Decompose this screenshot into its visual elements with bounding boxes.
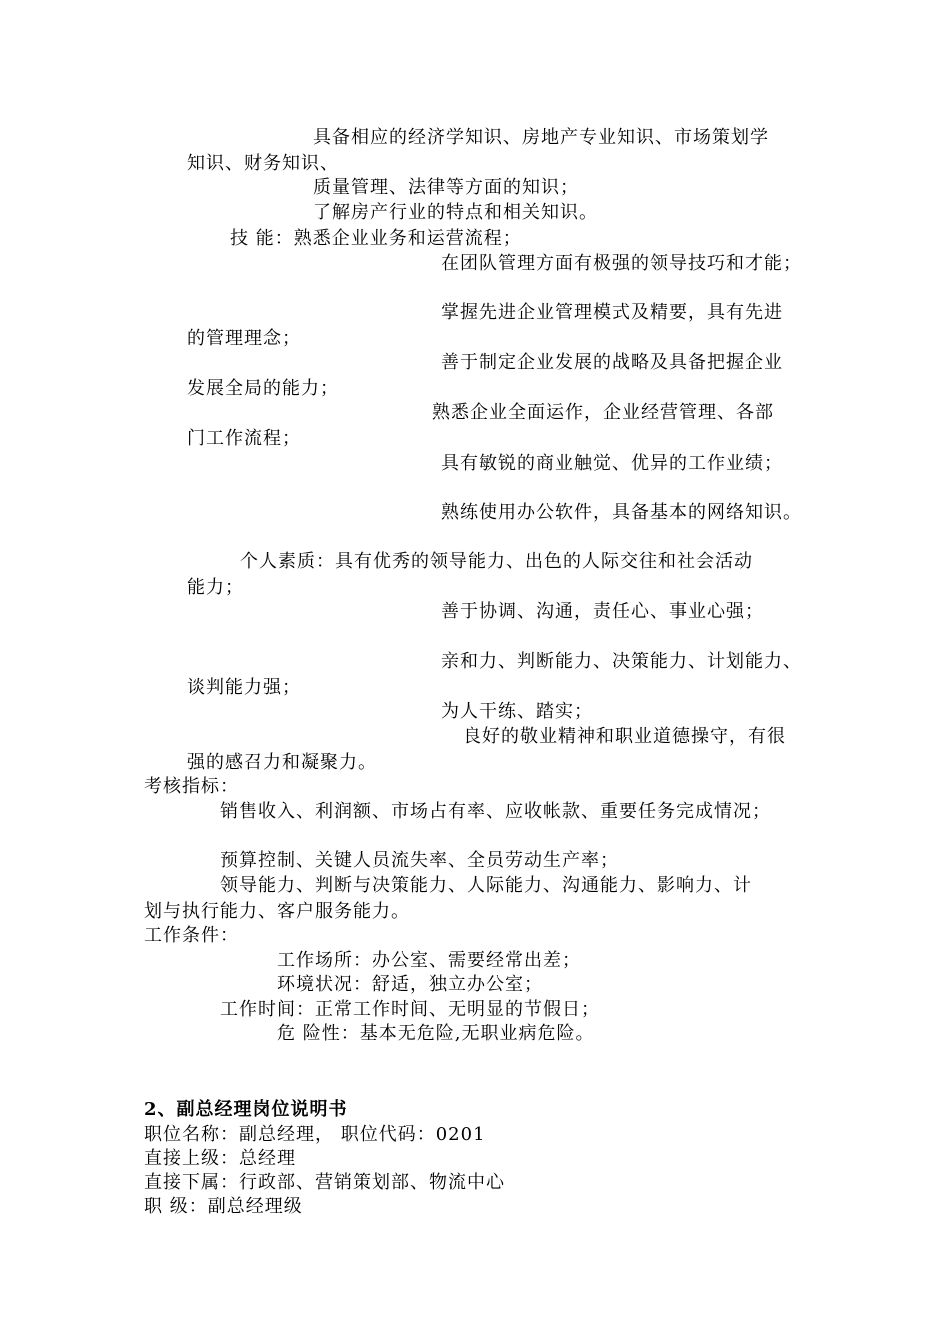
- section-2-heading: 2、副总经理岗位说明书: [144, 1099, 348, 1120]
- skills-item-2a: 掌握先进企业管理模式及精要，具有先进: [441, 302, 783, 323]
- skills-item-5: 具有敏锐的商业触觉、优异的工作业绩；: [441, 453, 783, 474]
- assessment-title: 考核指标：: [144, 776, 239, 797]
- knowledge-line-1: 具备相应的经济学知识、房地产专业知识、市场策划学: [313, 127, 769, 148]
- section-2-superior: 直接上级：总经理: [144, 1148, 296, 1169]
- personal-item-4a: 良好的敬业精神和职业道德操守，有很: [463, 726, 786, 747]
- skills-item-3a: 善于制定企业发展的战略及具备把握企业: [441, 352, 783, 373]
- personal-item-3: 为人干练、踏实；: [441, 701, 593, 722]
- personal-item-2a: 亲和力、判断能力、决策能力、计划能力、: [441, 651, 802, 672]
- section-2-level: 职 级：副总经理级: [144, 1196, 303, 1217]
- personal-item-1: 善于协调、沟通，责任心、事业心强；: [441, 601, 764, 622]
- conditions-risk: 危 险性：基本无危险,无职业病危险。: [277, 1023, 595, 1044]
- skills-item-4b: 门工作流程；: [187, 428, 301, 449]
- skills-item-6: 熟练使用办公软件，具备基本的网络知识。: [441, 502, 802, 523]
- assessment-item-3a: 领导能力、判断与决策能力、人际能力、沟通能力、影响力、计: [220, 875, 752, 896]
- assessment-item-2: 预算控制、关键人员流失率、全员劳动生产率；: [220, 850, 619, 871]
- conditions-time: 工作时间：正常工作时间、无明显的节假日；: [220, 999, 600, 1020]
- conditions-place: 工作场所：办公室、需要经常出差；: [277, 950, 581, 971]
- personal-item-4b: 强的感召力和凝聚力。: [187, 752, 377, 773]
- assessment-item-1: 销售收入、利润额、市场占有率、应收帐款、重要任务完成情况；: [220, 801, 771, 822]
- skills-item-4a: 熟悉企业全面运作，企业经营管理、各部: [432, 402, 774, 423]
- skills-label: 技 能：熟悉企业业务和运营流程；: [230, 228, 522, 249]
- conditions-title: 工作条件：: [144, 925, 239, 946]
- section-2-subordinates: 直接下属：行政部、营销策划部、物流中心: [144, 1172, 505, 1193]
- skills-item-2b: 的管理理念；: [187, 328, 301, 349]
- conditions-environment: 环境状况：舒适，独立办公室；: [277, 974, 543, 995]
- personal-label-cont: 能力；: [187, 577, 244, 598]
- knowledge-line-4: 了解房产行业的特点和相关知识。: [313, 202, 598, 223]
- knowledge-line-3: 质量管理、法律等方面的知识；: [313, 177, 579, 198]
- personal-item-2b: 谈判能力强；: [187, 677, 301, 698]
- personal-label: 个人素质：具有优秀的领导能力、出色的人际交往和社会活动: [240, 551, 753, 572]
- skills-item-3b: 发展全局的能力；: [187, 378, 339, 399]
- knowledge-line-2: 知识、财务知识、: [187, 153, 339, 174]
- section-2-position-name: 职位名称：副总经理， 职位代码：0201: [144, 1124, 486, 1145]
- assessment-item-3b: 划与执行能力、客户服务能力。: [144, 901, 410, 922]
- skills-item-1: 在团队管理方面有极强的领导技巧和才能；: [441, 253, 802, 274]
